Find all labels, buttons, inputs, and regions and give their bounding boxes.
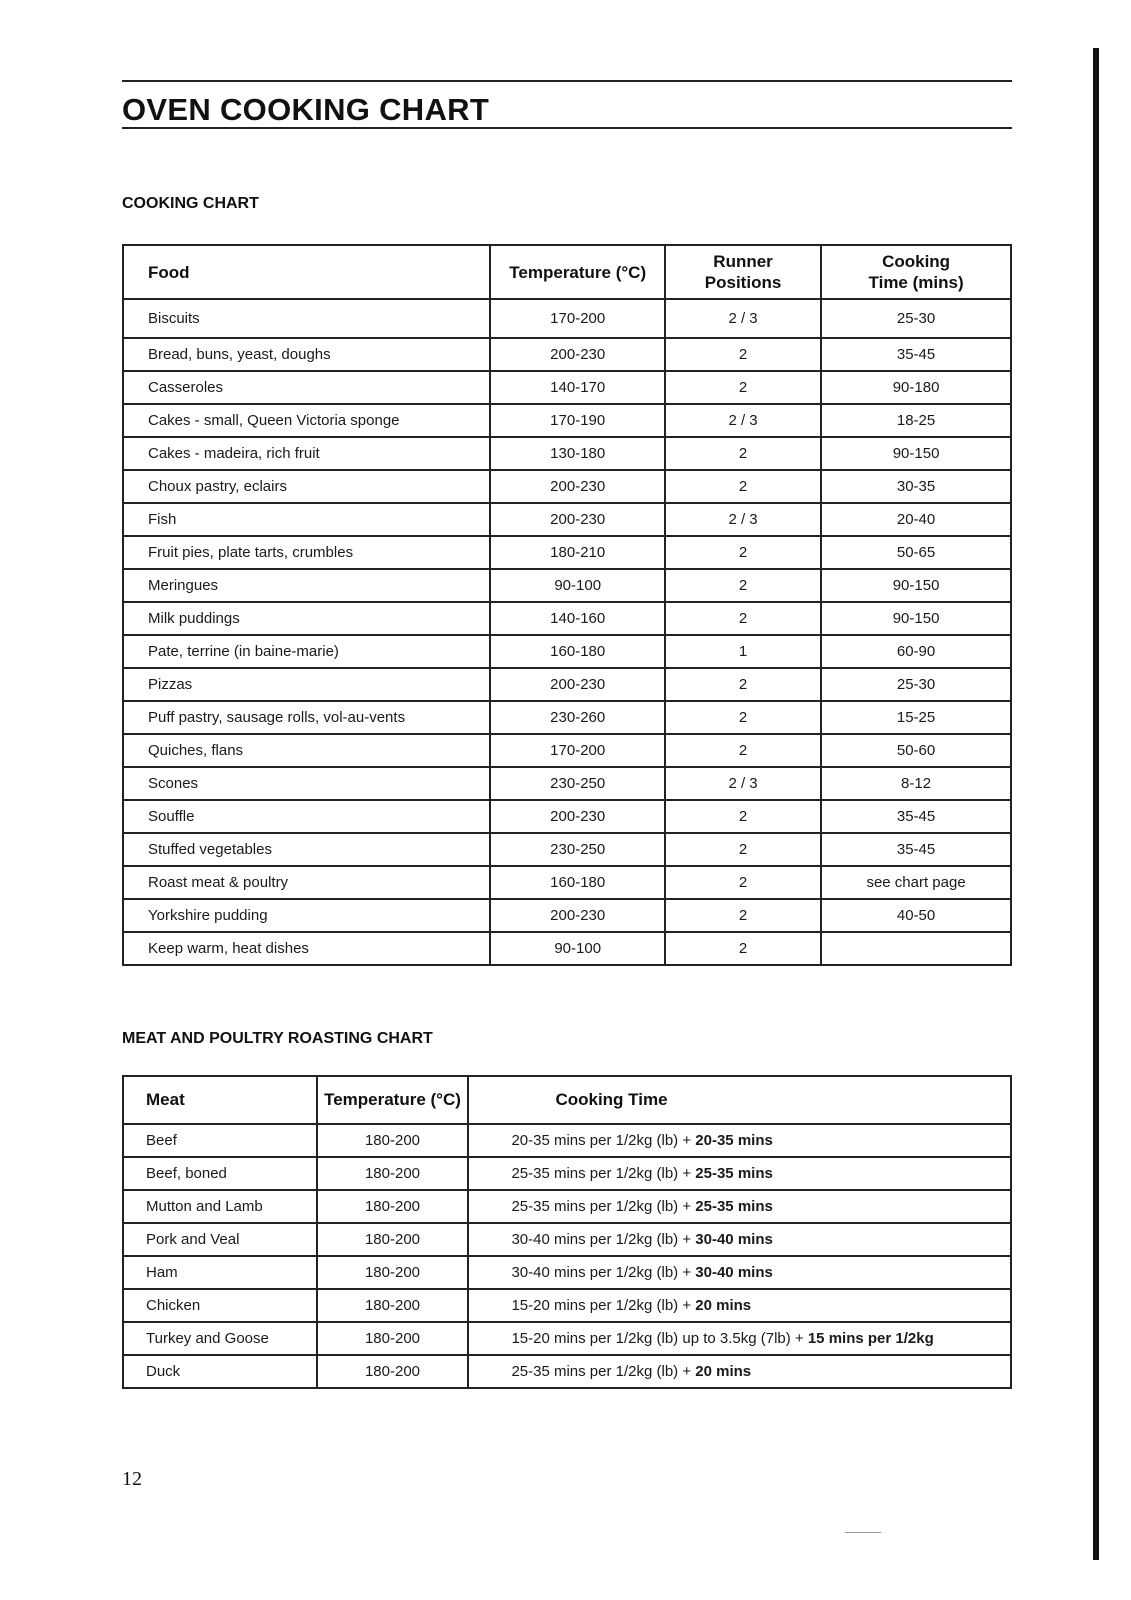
runner-position-cell: 2 <box>665 536 821 569</box>
table-row <box>123 1157 1011 1190</box>
roast-temperature-cell: 180-200 <box>317 1190 469 1223</box>
cooking-time-cell: 15-25 <box>821 701 1011 734</box>
roast-time-text: 15-20 mins per 1/2kg (lb) + <box>511 1297 696 1314</box>
food-cell: Yorkshire pudding <box>123 899 490 932</box>
roasting-chart-header-row <box>123 1076 1011 1124</box>
table-row <box>123 1256 1011 1289</box>
title-top-rule <box>122 80 1012 82</box>
cooking-time-cell: 90-180 <box>821 371 1011 404</box>
food-cell: Scones <box>123 767 490 800</box>
roast-time-cell <box>468 1289 1011 1322</box>
header-cooking-time <box>821 245 1011 299</box>
roast-time-extra: 15 mins per 1/2kg <box>807 1330 934 1347</box>
table-row <box>123 437 1011 470</box>
cooking-time-cell: see chart page <box>821 866 1011 899</box>
table-row <box>123 668 1011 701</box>
meat-cell: Ham <box>123 1256 317 1289</box>
table-row <box>123 866 1011 899</box>
table-row <box>123 734 1011 767</box>
temperature-cell: 200-230 <box>490 668 665 701</box>
table-row <box>123 899 1011 932</box>
cooking-time-cell: 8-12 <box>821 767 1011 800</box>
runner-position-cell: 2 / 3 <box>665 299 821 338</box>
cooking-chart-heading: COOKING CHART <box>122 195 259 212</box>
title-bottom-rule <box>122 127 1012 129</box>
header-runner-positions <box>665 245 821 299</box>
table-row <box>123 767 1011 800</box>
table-row <box>123 701 1011 734</box>
runner-position-cell: 2 <box>665 932 821 965</box>
page-number: 12 <box>122 1468 142 1490</box>
food-cell: Meringues <box>123 569 490 602</box>
cooking-time-cell: 25-30 <box>821 299 1011 338</box>
runner-position-cell: 2 <box>665 833 821 866</box>
runner-position-cell: 2 <box>665 437 821 470</box>
header-temperature: Temperature (°C) <box>490 245 665 299</box>
table-row <box>123 299 1011 338</box>
table-row <box>123 569 1011 602</box>
food-cell: Pate, terrine (in baine-marie) <box>123 635 490 668</box>
runner-position-cell: 2 <box>665 668 821 701</box>
food-cell: Keep warm, heat dishes <box>123 932 490 965</box>
table-row <box>123 1355 1011 1388</box>
food-cell: Cakes - madeira, rich fruit <box>123 437 490 470</box>
roast-time-cell <box>468 1190 1011 1223</box>
roast-temperature-cell: 180-200 <box>317 1322 469 1355</box>
table-row <box>123 602 1011 635</box>
runner-position-cell: 2 <box>665 734 821 767</box>
temperature-cell: 230-250 <box>490 833 665 866</box>
header-runner-line1: Runner <box>713 252 773 271</box>
roast-temperature-cell: 180-200 <box>317 1256 469 1289</box>
food-cell: Fruit pies, plate tarts, crumbles <box>123 536 490 569</box>
roast-temperature-cell: 180-200 <box>317 1223 469 1256</box>
header-time-line1: Cooking <box>882 252 951 271</box>
runner-position-cell: 2 <box>665 470 821 503</box>
cooking-time-cell: 35-45 <box>821 800 1011 833</box>
food-cell: Fish <box>123 503 490 536</box>
table-row <box>123 371 1011 404</box>
cooking-time-cell: 35-45 <box>821 338 1011 371</box>
runner-position-cell: 2 <box>665 602 821 635</box>
table-row <box>123 833 1011 866</box>
runner-position-cell: 2 <box>665 866 821 899</box>
roasting-chart-table <box>122 1075 1012 1389</box>
meat-cell: Pork and Veal <box>123 1223 317 1256</box>
roast-time-text: 30-40 mins per 1/2kg (lb) + <box>511 1231 696 1248</box>
table-row <box>123 1190 1011 1223</box>
roast-time-extra: 30-40 mins <box>695 1231 773 1248</box>
page-edge-bar <box>1093 48 1099 1560</box>
roast-time-text: 25-35 mins per 1/2kg (lb) + <box>511 1363 696 1380</box>
food-cell: Choux pastry, eclairs <box>123 470 490 503</box>
roast-time-text: 20-35 mins per 1/2kg (lb) + <box>511 1132 696 1149</box>
runner-position-cell: 2 <box>665 701 821 734</box>
table-row <box>123 800 1011 833</box>
roast-temperature-cell: 180-200 <box>317 1355 469 1388</box>
meat-cell: Mutton and Lamb <box>123 1190 317 1223</box>
cooking-chart-body <box>123 299 1011 965</box>
header-runner-line2: Positions <box>704 273 782 292</box>
table-row <box>123 1223 1011 1256</box>
meat-cell: Chicken <box>123 1289 317 1322</box>
temperature-cell: 140-170 <box>490 371 665 404</box>
header-time-line2: Time (mins) <box>868 273 964 292</box>
runner-position-cell: 2 / 3 <box>665 767 821 800</box>
roast-time-extra: 25-35 mins <box>695 1198 773 1215</box>
runner-position-cell: 2 / 3 <box>665 503 821 536</box>
roast-time-text: 25-35 mins per 1/2kg (lb) + <box>511 1165 696 1182</box>
temperature-cell: 140-160 <box>490 602 665 635</box>
food-cell: Biscuits <box>123 299 490 338</box>
cooking-time-cell: 20-40 <box>821 503 1011 536</box>
table-row <box>123 1322 1011 1355</box>
roast-time-extra: 30-40 mins <box>695 1264 773 1281</box>
roast-temperature-cell: 180-200 <box>317 1157 469 1190</box>
runner-position-cell: 2 <box>665 569 821 602</box>
cooking-time-cell: 90-150 <box>821 569 1011 602</box>
food-cell: Milk puddings <box>123 602 490 635</box>
temperature-cell: 160-180 <box>490 866 665 899</box>
cooking-time-cell: 30-35 <box>821 470 1011 503</box>
runner-position-cell: 2 <box>665 338 821 371</box>
cooking-time-cell: 40-50 <box>821 899 1011 932</box>
table-row <box>123 404 1011 437</box>
roasting-chart-body <box>123 1124 1011 1388</box>
roast-time-extra: 25-35 mins <box>695 1165 773 1182</box>
cooking-time-cell: 60-90 <box>821 635 1011 668</box>
roast-time-cell <box>468 1256 1011 1289</box>
temperature-cell: 170-200 <box>490 734 665 767</box>
roast-time-cell <box>468 1322 1011 1355</box>
roast-temperature-cell: 180-200 <box>317 1124 469 1157</box>
cooking-time-cell <box>821 932 1011 965</box>
cooking-chart-header-row <box>123 245 1011 299</box>
runner-position-cell: 2 <box>665 899 821 932</box>
food-cell: Puff pastry, sausage rolls, vol-au-vents <box>123 701 490 734</box>
table-row <box>123 503 1011 536</box>
table-row <box>123 1124 1011 1157</box>
roast-temperature-cell: 180-200 <box>317 1289 469 1322</box>
temperature-cell: 200-230 <box>490 800 665 833</box>
roast-time-text: 25-35 mins per 1/2kg (lb) + <box>511 1198 696 1215</box>
cooking-time-cell: 25-30 <box>821 668 1011 701</box>
table-row <box>123 932 1011 965</box>
temperature-cell: 200-230 <box>490 470 665 503</box>
roast-time-extra: 20 mins <box>695 1297 752 1314</box>
food-cell: Stuffed vegetables <box>123 833 490 866</box>
runner-position-cell: 1 <box>665 635 821 668</box>
food-cell: Bread, buns, yeast, doughs <box>123 338 490 371</box>
cooking-time-cell: 50-60 <box>821 734 1011 767</box>
roast-time-extra: 20 mins <box>695 1363 752 1380</box>
roast-time-cell <box>468 1124 1011 1157</box>
temperature-cell: 180-210 <box>490 536 665 569</box>
temperature-cell: 230-250 <box>490 767 665 800</box>
temperature-cell: 200-230 <box>490 503 665 536</box>
header-food: Food <box>123 245 490 299</box>
cooking-time-cell: 90-150 <box>821 602 1011 635</box>
cooking-time-cell: 35-45 <box>821 833 1011 866</box>
table-row <box>123 470 1011 503</box>
scan-mark <box>845 1532 881 1533</box>
temperature-cell: 200-230 <box>490 899 665 932</box>
runner-position-cell: 2 <box>665 371 821 404</box>
cooking-time-cell: 18-25 <box>821 404 1011 437</box>
temperature-cell: 90-100 <box>490 569 665 602</box>
meat-cell: Beef <box>123 1124 317 1157</box>
meat-cell: Beef, boned <box>123 1157 317 1190</box>
temperature-cell: 170-190 <box>490 404 665 437</box>
roast-time-text: 30-40 mins per 1/2kg (lb) + <box>511 1264 696 1281</box>
cooking-time-cell: 90-150 <box>821 437 1011 470</box>
cooking-chart-table <box>122 244 1012 966</box>
temperature-cell: 160-180 <box>490 635 665 668</box>
header-roast-temperature: Temperature (°C) <box>317 1076 469 1124</box>
roasting-chart-heading: MEAT AND POULTRY ROASTING CHART <box>122 1030 433 1047</box>
food-cell: Cakes - small, Queen Victoria sponge <box>123 404 490 437</box>
roast-time-cell <box>468 1157 1011 1190</box>
temperature-cell: 90-100 <box>490 932 665 965</box>
runner-position-cell: 2 / 3 <box>665 404 821 437</box>
header-roast-time: Cooking Time <box>468 1076 1011 1124</box>
table-row <box>123 536 1011 569</box>
cooking-time-cell: 50-65 <box>821 536 1011 569</box>
table-row <box>123 635 1011 668</box>
table-row <box>123 1289 1011 1322</box>
roast-time-cell <box>468 1223 1011 1256</box>
header-meat: Meat <box>123 1076 317 1124</box>
food-cell: Souffle <box>123 800 490 833</box>
food-cell: Casseroles <box>123 371 490 404</box>
meat-cell: Turkey and Goose <box>123 1322 317 1355</box>
food-cell: Pizzas <box>123 668 490 701</box>
temperature-cell: 170-200 <box>490 299 665 338</box>
runner-position-cell: 2 <box>665 800 821 833</box>
temperature-cell: 200-230 <box>490 338 665 371</box>
page-title: OVEN COOKING CHART <box>122 92 490 127</box>
roast-time-text: 15-20 mins per 1/2kg (lb) up to 3.5kg (7lb) + <box>511 1330 808 1347</box>
roast-time-extra: 20-35 mins <box>695 1132 773 1149</box>
temperature-cell: 130-180 <box>490 437 665 470</box>
food-cell: Quiches, flans <box>123 734 490 767</box>
temperature-cell: 230-260 <box>490 701 665 734</box>
meat-cell: Duck <box>123 1355 317 1388</box>
table-row <box>123 338 1011 371</box>
roast-time-cell <box>468 1355 1011 1388</box>
food-cell: Roast meat & poultry <box>123 866 490 899</box>
